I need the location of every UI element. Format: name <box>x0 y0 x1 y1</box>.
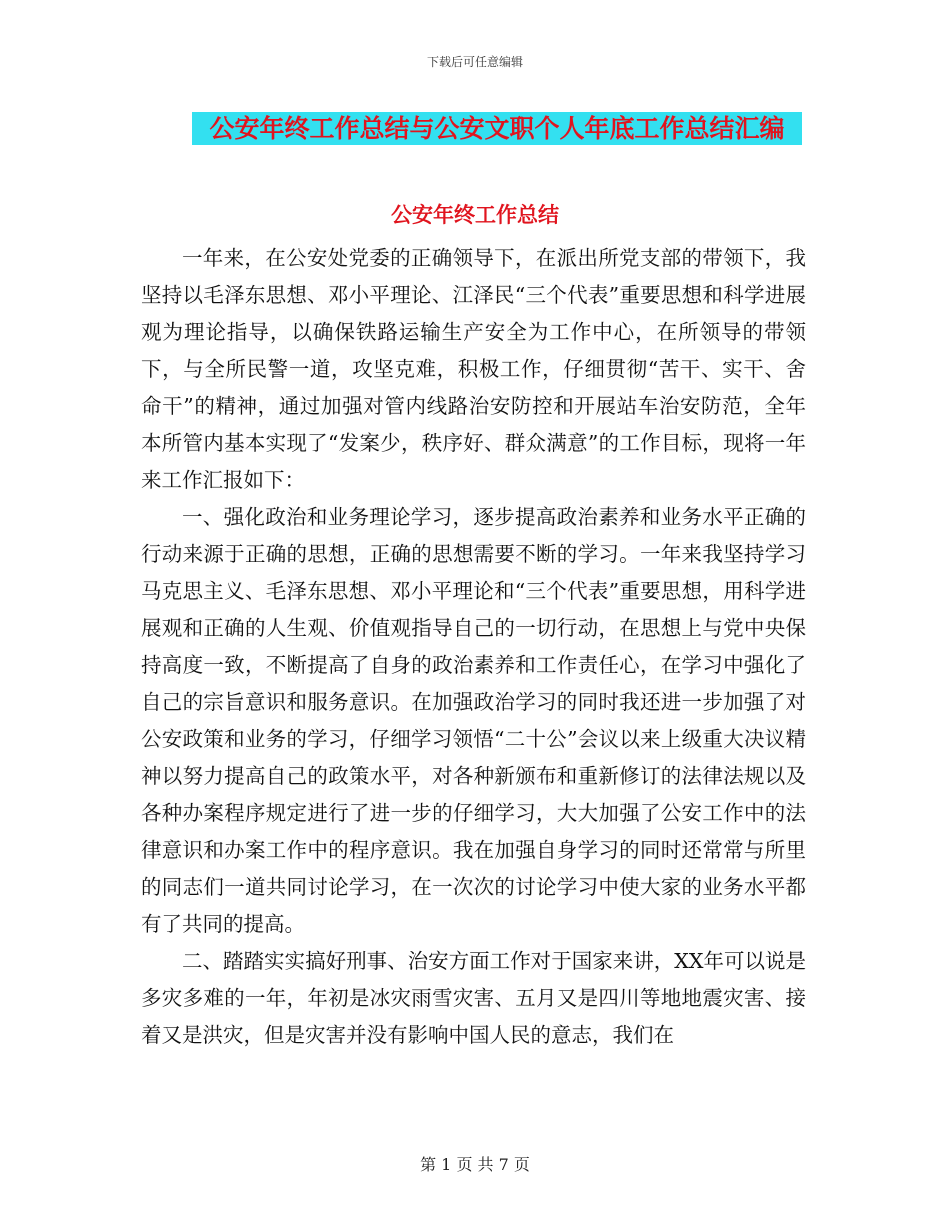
section-title: 公安年终工作总结 <box>391 203 559 227</box>
paragraph-section-1: 一、强化政治和业务理论学习，逐步提高政治素养和业务水平正确的行动来源于正确的思想，正确的思想需要不断的学习。一年来我坚持学习马克思主义、毛泽东思想、邓小平理论和“三个代表”重要思想，用科学进展观和正确的人生观、价值观指导自己的一切行动，在思想上与党中央保持高度一致，不断提高了自身的政治素养和工作责任心，在学习中强化了自己的宗旨意识和服务意识。在加强政治学习的同时我还进一步加强了对公安政策和业务的学习，仔细学习领悟“二十公”会议以来上级重大决议精神以努力提高自己的政策水平，对各种新颁布和重新修订的法律法规以及各种办案程序规定进行了进一步的仔细学习，大大加强了公安工作中的法律意识和办案工作中的程序意识。我在加强自身学习的同时还常常与所里的同志们一道共同讨论学习，在一次次的讨论学习中使大家的业务水平都有了共同的提高。 <box>141 505 806 936</box>
paragraph-intro: 一年来，在公安处党委的正确领导下，在派出所党支部的带领下，我坚持以毛泽东思想、邓小平理论、江泽民“三个代表”重要思想和科学进展观为理论指导，以确保铁路运输生产安全为工作中心，在所领导的带领下，与全所民警一道，攻坚克难，积极工作，仔细贯彻“苦干、实干、舍命干”的精神，通过加强对管内线路治安防控和开展站车治安防范，全年本所管内基本实现了“发案少，秩序好、群众满意”的工作目标，现将一年来工作汇报如下： <box>141 246 806 492</box>
header-note: 下载后可任意编辑 <box>426 55 523 69</box>
page-number: 第 1 页 共 7 页 <box>420 1155 530 1174</box>
body-text <box>141 240 806 1054</box>
paragraph-section-2: 二、踏踏实实搞好刑事、治安方面工作对于国家来讲，XX年可以说是多灾多难的一年，年初是冰灾雨雪灾害、五月又是四川等地地震灾害、接着又是洪灾，但是灾害并没有影响中国人民的意志，我们在 <box>141 949 806 1047</box>
document-title: 公安年终工作总结与公安文职个人年底工作总结汇编 <box>192 112 802 145</box>
